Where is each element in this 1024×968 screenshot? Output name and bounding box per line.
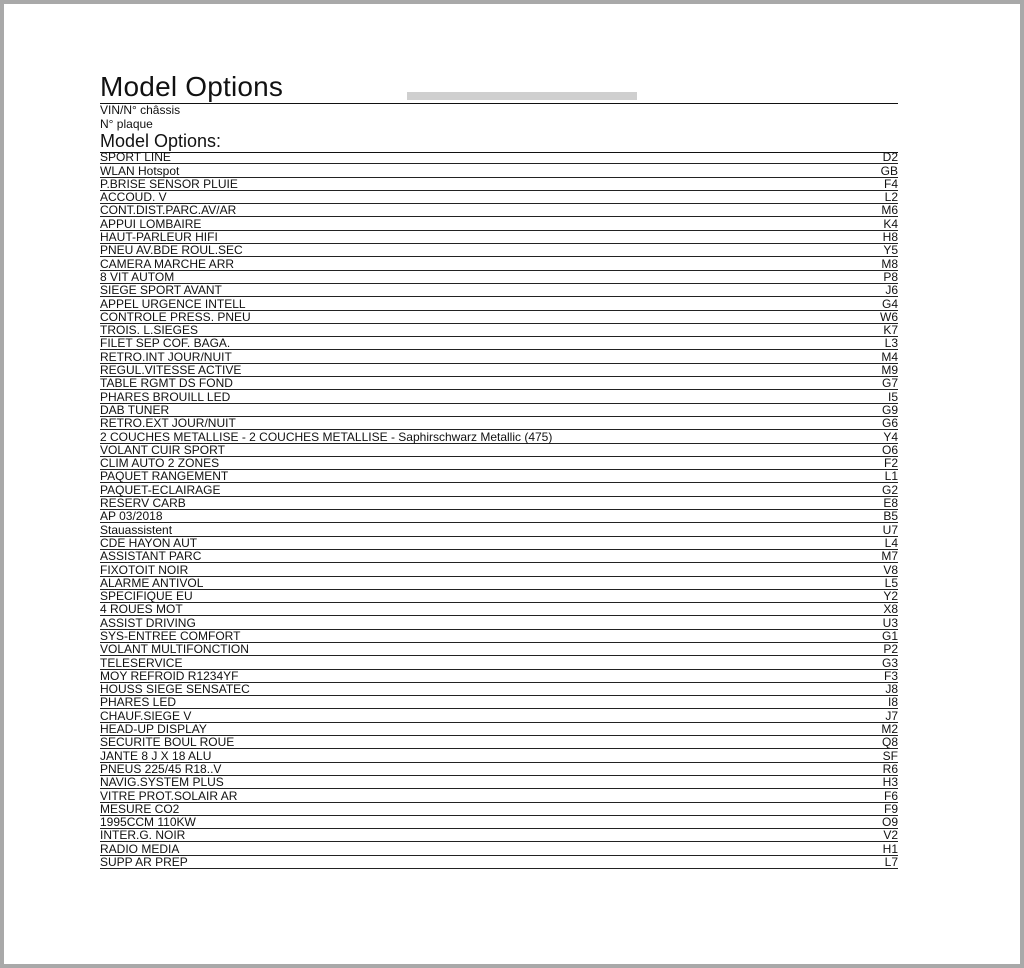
option-row	[100, 803, 898, 816]
option-row	[100, 763, 898, 776]
option-name: TROIS. L.SIEGES	[100, 323, 199, 338]
option-code: D2	[882, 150, 898, 165]
option-name: APPUI LOMBAIRE	[100, 216, 202, 231]
option-name: FILET SEP COF. BAGA.	[100, 336, 231, 351]
option-name: 1995CCM 110KW	[100, 815, 196, 830]
option-code: F9	[883, 801, 898, 816]
option-row	[100, 151, 898, 164]
option-name: APPEL URGENCE INTELL	[100, 296, 246, 311]
header-divider	[100, 103, 898, 104]
option-row	[100, 337, 898, 350]
option-name: VITRE PROT.SOLAIR AR	[100, 788, 238, 803]
option-code: X8	[883, 602, 898, 617]
option-row	[100, 829, 898, 842]
option-name: RETRO.INT JOUR/NUIT	[100, 349, 232, 364]
vin-label: VIN/N° châssis	[100, 103, 181, 117]
option-row	[100, 364, 898, 377]
option-code: H1	[882, 841, 898, 856]
option-code: V8	[883, 562, 898, 577]
option-code: P8	[883, 269, 898, 284]
option-name: HEAD-UP DISPLAY	[100, 722, 207, 737]
option-row	[100, 563, 898, 576]
option-code: E8	[883, 496, 898, 511]
option-row	[100, 696, 898, 709]
option-name: PHARES BROUILL LED	[100, 389, 231, 404]
option-name: MESURE CO2	[100, 801, 180, 816]
option-name: Stauassistent	[100, 522, 173, 537]
option-row	[100, 324, 898, 337]
option-name: SPORT LINE	[100, 150, 171, 165]
option-row	[100, 776, 898, 789]
options-list	[100, 151, 898, 869]
option-name: TABLE RGMT DS FOND	[100, 376, 233, 391]
option-code: B5	[883, 509, 898, 524]
option-row	[100, 736, 898, 749]
option-name: ACCOUD. V	[100, 190, 167, 205]
option-row	[100, 257, 898, 270]
option-row	[100, 244, 898, 257]
option-row	[100, 603, 898, 616]
option-code: J8	[885, 682, 898, 697]
option-name: CONTROLE PRESS. PNEU	[100, 309, 251, 324]
option-code: U3	[882, 615, 898, 630]
option-code: L7	[884, 855, 898, 870]
option-name: FIXOTOIT NOIR	[100, 562, 189, 577]
option-name: SPECIFIQUE EU	[100, 589, 193, 604]
option-name: RADIO MEDIA	[100, 841, 180, 856]
option-row	[100, 789, 898, 802]
option-code: I8	[887, 695, 898, 710]
option-row	[100, 204, 898, 217]
option-row	[100, 656, 898, 669]
option-row	[100, 350, 898, 363]
option-row	[100, 457, 898, 470]
option-code: M2	[881, 722, 898, 737]
option-name: AP 03/2018	[100, 509, 163, 524]
option-code: G9	[881, 402, 898, 417]
option-row	[100, 430, 898, 443]
option-code: Y5	[883, 243, 898, 258]
option-code: V2	[883, 828, 898, 843]
option-code: M6	[881, 203, 898, 218]
option-name: SIEGE SPORT AVANT	[100, 283, 222, 298]
option-name: WLAN Hotspot	[100, 163, 180, 178]
option-row	[100, 311, 898, 324]
option-code: O9	[881, 815, 898, 830]
option-row	[100, 616, 898, 629]
option-name: CHAUF.SIEGE V	[100, 708, 192, 723]
option-code: F4	[883, 176, 898, 191]
option-name: INTER.G. NOIR	[100, 828, 186, 843]
option-row	[100, 417, 898, 430]
option-code: Y2	[883, 589, 898, 604]
option-name: SUPP AR PREP	[100, 855, 188, 870]
option-name: ASSISTANT PARC	[100, 549, 202, 564]
option-row	[100, 178, 898, 191]
option-row	[100, 670, 898, 683]
option-row	[100, 816, 898, 829]
option-code: G6	[881, 416, 898, 431]
option-code: J7	[885, 708, 898, 723]
option-name: 8 VIT AUTOM	[100, 269, 175, 284]
option-row	[100, 404, 898, 417]
option-name: CDE HAYON AUT	[100, 535, 198, 550]
option-row	[100, 856, 898, 869]
option-name: ALARME ANTIVOL	[100, 575, 204, 590]
option-row	[100, 577, 898, 590]
option-code: H8	[882, 230, 898, 245]
option-row	[100, 537, 898, 550]
option-row	[100, 217, 898, 230]
redacted-vin-bar	[407, 92, 637, 100]
option-name: NAVIG.SYSTEM PLUS	[100, 775, 224, 790]
option-row	[100, 643, 898, 656]
option-name: REGUL.VITESSE ACTIVE	[100, 363, 242, 378]
option-name: CAMERA MARCHE ARR	[100, 256, 235, 271]
option-name: PNEU AV.BDE ROUL.SEC	[100, 243, 243, 258]
option-code: M9	[881, 363, 898, 378]
option-code: M4	[881, 349, 898, 364]
option-row	[100, 164, 898, 177]
option-row	[100, 191, 898, 204]
option-code: GB	[880, 163, 898, 178]
option-row	[100, 297, 898, 310]
option-code: G2	[881, 482, 898, 497]
page-title: Model Options	[100, 71, 284, 102]
option-code: M7	[881, 549, 898, 564]
option-code: O6	[881, 442, 898, 457]
option-code: L1	[884, 469, 898, 484]
option-name: VOLANT MULTIFONCTION	[100, 642, 249, 657]
option-name: RESERV CARB	[100, 496, 186, 511]
option-row	[100, 683, 898, 696]
option-name: PAQUET-ECLAIRAGE	[100, 482, 221, 497]
option-row	[100, 550, 898, 563]
option-code: P2	[883, 642, 898, 657]
option-code: F6	[883, 788, 898, 803]
option-code: J6	[885, 283, 898, 298]
option-code: SF	[882, 748, 898, 763]
option-code: F3	[883, 668, 898, 683]
option-code: L5	[884, 575, 898, 590]
option-row	[100, 510, 898, 523]
option-code: Q8	[881, 735, 898, 750]
option-name: RETRO.EXT JOUR/NUIT	[100, 416, 236, 431]
option-row	[100, 483, 898, 496]
option-row	[100, 630, 898, 643]
option-code: G3	[881, 655, 898, 670]
option-row	[100, 842, 898, 855]
option-row	[100, 284, 898, 297]
option-row	[100, 271, 898, 284]
option-name: P.BRISE SENSOR PLUIE	[100, 176, 238, 191]
option-name: TELESERVICE	[100, 655, 183, 670]
option-code: G4	[881, 296, 898, 311]
option-row	[100, 444, 898, 457]
option-name: JANTE 8 J X 18 ALU	[100, 748, 212, 763]
option-row	[100, 377, 898, 390]
option-row	[100, 723, 898, 736]
option-code: L2	[884, 190, 898, 205]
option-name: HAUT-PARLEUR HIFI	[100, 230, 218, 245]
option-code: K4	[883, 216, 898, 231]
option-code: L4	[884, 535, 898, 550]
option-code: M8	[881, 256, 898, 271]
option-code: G7	[881, 376, 898, 391]
option-code: G1	[881, 628, 898, 643]
option-name: DAB TUNER	[100, 402, 170, 417]
option-row	[100, 470, 898, 483]
option-name: 4 ROUES MOT	[100, 602, 183, 617]
option-name: SYS-ENTREE COMFORT	[100, 628, 241, 643]
option-code: Y4	[883, 429, 898, 444]
plate-label: N° plaque	[100, 117, 153, 131]
option-name: PHARES LED	[100, 695, 177, 710]
option-name: PNEUS 225/45 R18..V	[100, 761, 222, 776]
option-code: K7	[883, 323, 898, 338]
option-row	[100, 749, 898, 762]
option-row	[100, 390, 898, 403]
option-name: VOLANT CUIR SPORT	[100, 442, 225, 457]
option-name: SECURITE BOUL ROUE	[100, 735, 235, 750]
option-row	[100, 497, 898, 510]
option-code: R6	[882, 761, 898, 776]
option-code: L3	[884, 336, 898, 351]
option-name: 2 COUCHES METALLISE - 2 COUCHES METALLISE - Saphirschwarz Metallic (475)	[100, 429, 553, 444]
option-name: PAQUET RANGEMENT	[100, 469, 229, 484]
option-name: MOY REFROID R1234YF	[100, 668, 239, 683]
option-code: W6	[880, 309, 898, 324]
option-code: F2	[883, 456, 898, 471]
option-name: ASSIST DRIVING	[100, 615, 196, 630]
option-code: H3	[882, 775, 898, 790]
option-name: CLIM AUTO 2 ZONES	[100, 456, 220, 471]
option-row	[100, 590, 898, 603]
option-row	[100, 231, 898, 244]
option-name: HOUSS SIEGE SENSATEC	[100, 682, 250, 697]
option-row	[100, 523, 898, 536]
option-code: I5	[887, 389, 898, 404]
option-row	[100, 709, 898, 722]
option-name: CONT.DIST.PARC.AV/AR	[100, 203, 237, 218]
document-page	[4, 4, 1020, 964]
section-title: Model Options:	[100, 131, 222, 151]
option-code: U7	[882, 522, 898, 537]
